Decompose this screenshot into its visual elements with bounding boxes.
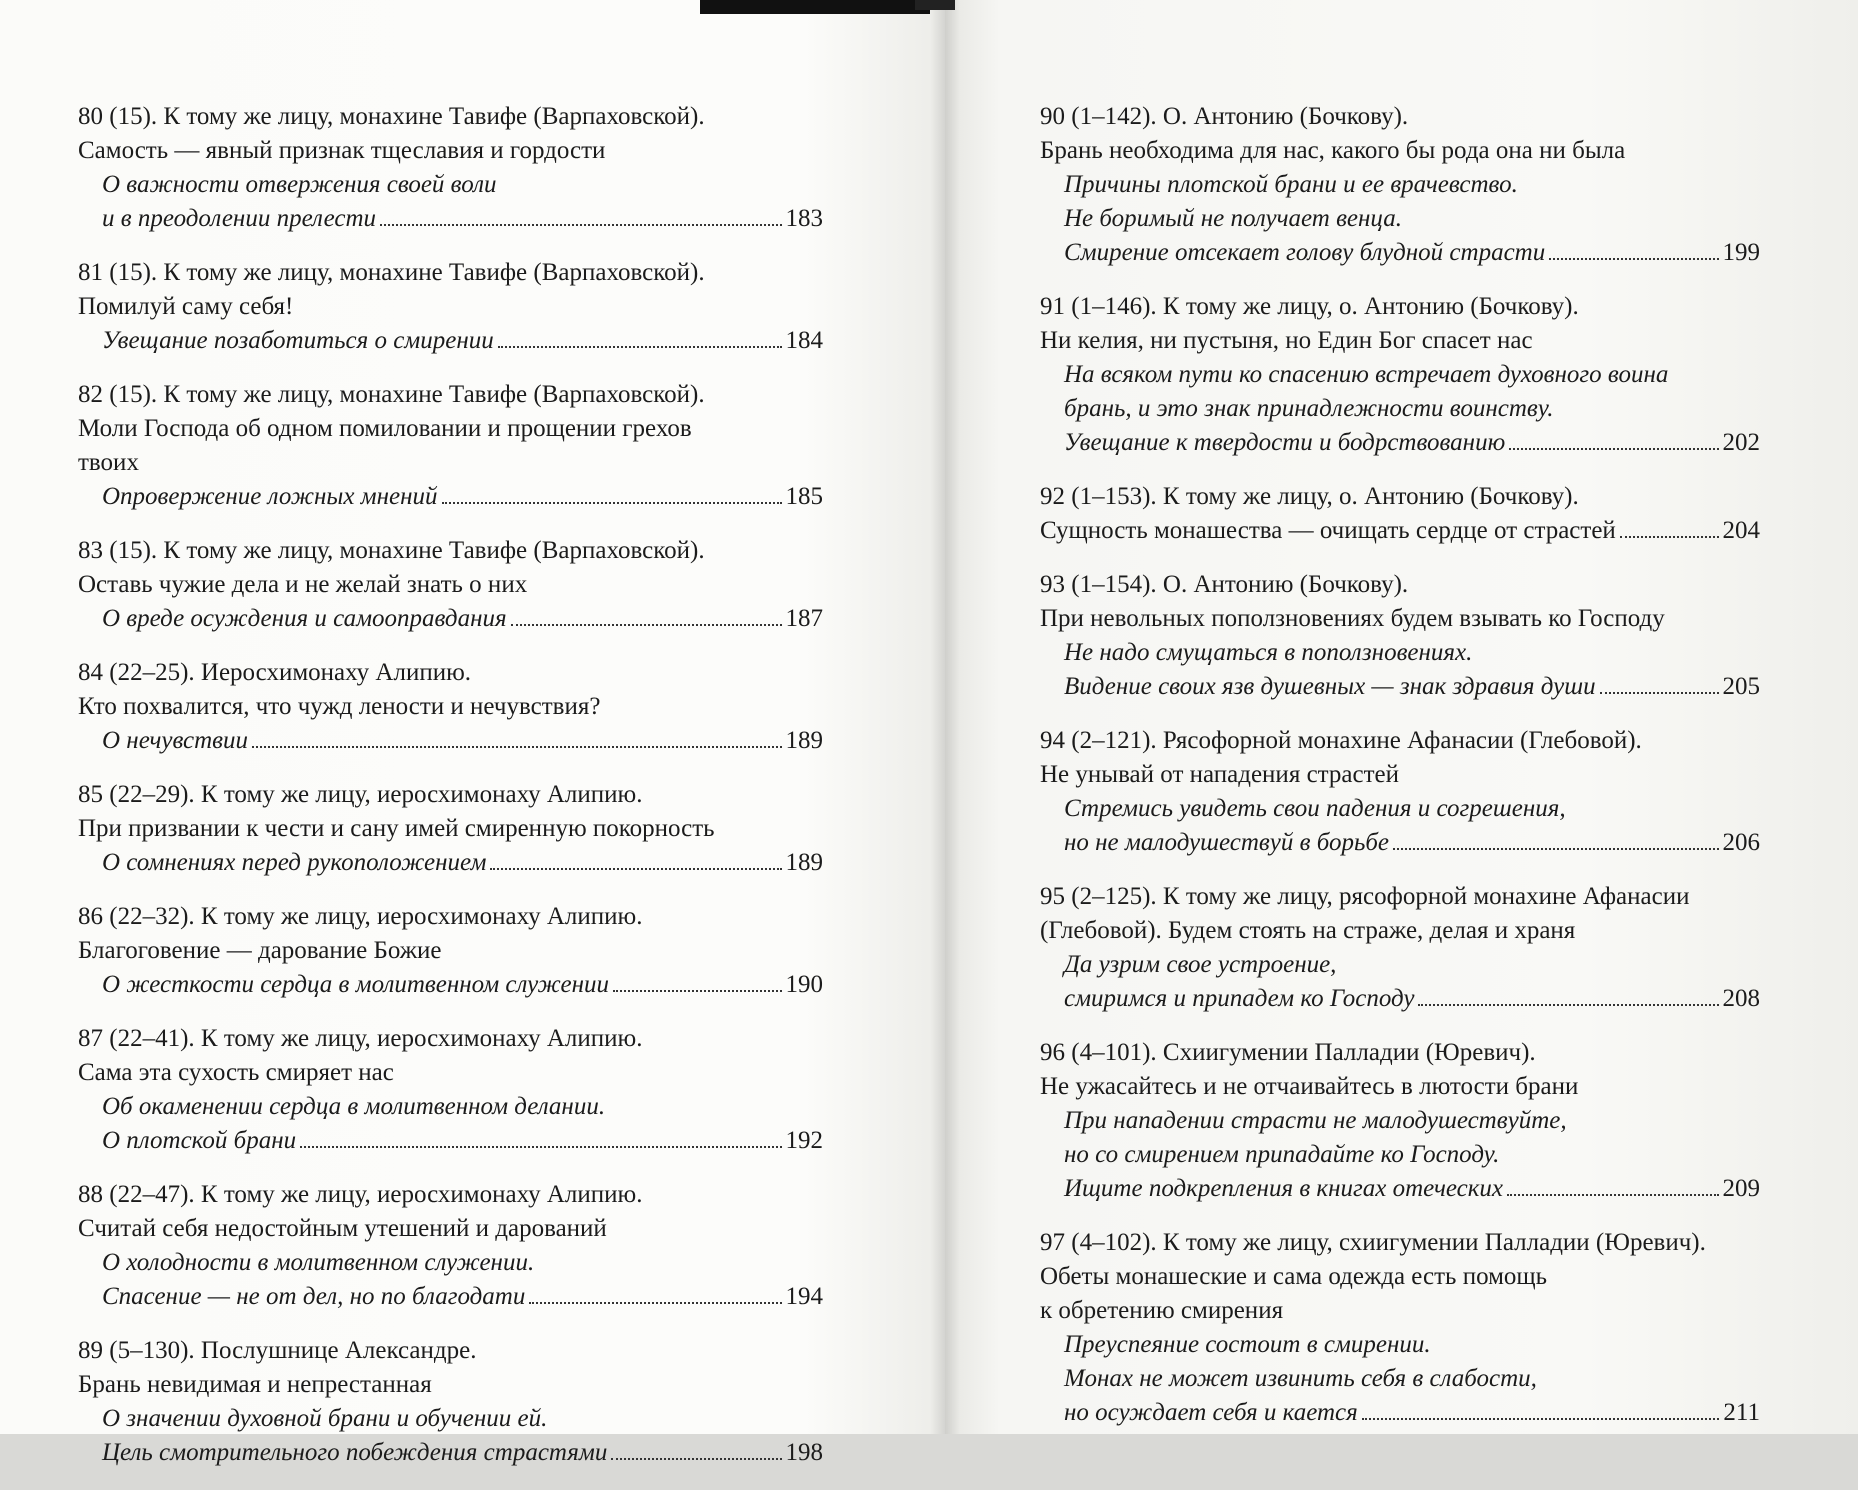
toc-entry xyxy=(1040,880,1760,1016)
entry-subtitle-line xyxy=(78,602,823,636)
entry-heading-line xyxy=(78,534,823,568)
binding-edge xyxy=(700,0,930,14)
entry-subtitle-line xyxy=(78,724,823,758)
entry-heading: 95 (2–125). К тому же лицу, рясофорной монахине Афанасии xyxy=(1040,883,1690,910)
entry-subtitle: смиримся и припадем ко Господу xyxy=(1064,985,1415,1012)
toc-entry xyxy=(78,100,823,236)
entry-subtitle: При нападении страсти не малодушествуйте, xyxy=(1064,1107,1567,1134)
dot-leader xyxy=(1362,1418,1720,1420)
entry-subtitle-line xyxy=(1040,1396,1760,1430)
right-page xyxy=(945,0,1858,1434)
entry-heading-line xyxy=(78,778,823,812)
entry-subtitle-line xyxy=(1040,1362,1760,1396)
entry-title: Кто похвалится, что чужд лености и нечувствия? xyxy=(78,693,601,720)
toc-entry xyxy=(78,900,823,1002)
entry-subtitle: О значении духовной брани и обучении ей. xyxy=(102,1405,548,1432)
toc-entry xyxy=(1040,290,1760,460)
toc-entry xyxy=(1040,568,1760,704)
toc-entry xyxy=(78,778,823,880)
entry-subtitle-line xyxy=(78,1402,823,1436)
page-number: 189 xyxy=(785,849,823,876)
entry-title-line xyxy=(78,290,823,324)
page-number: 190 xyxy=(785,971,823,998)
entry-subtitle-line xyxy=(1040,636,1760,670)
entry-subtitle-line xyxy=(1040,792,1760,826)
entry-subtitle: Увещание позаботиться о смирении xyxy=(102,327,494,354)
toc-entry xyxy=(78,656,823,758)
toc-entry xyxy=(78,256,823,358)
entry-title: к обретению смирения xyxy=(1040,1297,1284,1324)
entry-title-line xyxy=(78,446,823,480)
dot-leader xyxy=(613,990,782,992)
entry-title: Моли Господа об одном помиловании и прощении грехов xyxy=(78,415,692,442)
dot-leader xyxy=(252,746,781,748)
entry-title: (Глебовой). Будем стоять на страже, делая и храня xyxy=(1040,917,1576,944)
dot-leader xyxy=(1509,448,1718,450)
entry-subtitle: Увещание к твердости и бодрствованию xyxy=(1064,429,1506,456)
dot-leader xyxy=(498,346,782,348)
entry-title-line xyxy=(1040,914,1760,948)
entry-title-line xyxy=(1040,602,1760,636)
entry-subtitle-line xyxy=(1040,392,1760,426)
toc-entry xyxy=(1040,1036,1760,1206)
entry-heading: 83 (15). К тому же лицу, монахине Тавифе (Варпаховской). xyxy=(78,537,705,564)
entry-heading: 81 (15). К тому же лицу, монахине Тавифе (Варпаховской). xyxy=(78,259,705,286)
entry-heading: 90 (1–142). О. Антонию (Бочкову). xyxy=(1040,103,1409,130)
entry-subtitle-line xyxy=(78,324,823,358)
entry-title: Брань невидимая и непрестанная xyxy=(78,1371,432,1398)
entry-title: Не ужасайтесь и не отчаивайтесь в лютости брани xyxy=(1040,1073,1579,1100)
entry-title: Самость — явный признак тщеславия и гордости xyxy=(78,137,606,164)
entry-subtitle: но не малодушествуй в борьбе xyxy=(1064,829,1390,856)
toc-right xyxy=(1040,100,1760,1450)
entry-subtitle: Стремись увидеть свои падения и согрешения, xyxy=(1064,795,1566,822)
entry-title-line xyxy=(78,568,823,602)
toc-left xyxy=(78,100,823,1490)
entry-subtitle: На всяком пути ко спасению встречает духовного воина xyxy=(1064,361,1669,388)
entry-subtitle-line xyxy=(1040,168,1760,202)
toc-entry xyxy=(78,378,823,514)
entry-subtitle-line xyxy=(1040,948,1760,982)
entry-title-line xyxy=(78,1368,823,1402)
entry-heading-line xyxy=(1040,290,1760,324)
dot-leader xyxy=(442,502,782,504)
entry-title-line xyxy=(78,690,823,724)
dot-leader xyxy=(1393,848,1718,850)
entry-subtitle: О вреде осуждения и самооправдания xyxy=(102,605,507,632)
entry-heading-line xyxy=(1040,1036,1760,1070)
page-number: 206 xyxy=(1722,829,1760,856)
entry-heading-line xyxy=(1040,724,1760,758)
entry-subtitle-line xyxy=(78,1090,823,1124)
binding-edge-top xyxy=(915,0,955,10)
entry-title: Обеты монашеские и сама одежда есть помощь xyxy=(1040,1263,1548,1290)
toc-entry xyxy=(78,534,823,636)
entry-title: Помилуй саму себя! xyxy=(78,293,294,320)
entry-title-line xyxy=(78,134,823,168)
entry-title-line xyxy=(78,412,823,446)
entry-subtitle: Опровержение ложных мнений xyxy=(102,483,438,510)
entry-title: Ни келия, ни пустыня, но Един Бог спасет нас xyxy=(1040,327,1533,354)
page-number: 202 xyxy=(1722,429,1760,456)
entry-subtitle-line xyxy=(78,1246,823,1280)
entry-subtitle-line xyxy=(1040,1104,1760,1138)
entry-subtitle: Цель смотрительного побеждения страстями xyxy=(102,1439,608,1466)
entry-title: Благоговение — дарование Божие xyxy=(78,937,442,964)
entry-subtitle-line xyxy=(1040,358,1760,392)
page-number: 208 xyxy=(1722,985,1760,1012)
entry-heading: 97 (4–102). К тому же лицу, схиигумении Палладии (Юревич). xyxy=(1040,1229,1706,1256)
page-number: 209 xyxy=(1722,1175,1760,1202)
entry-heading-line xyxy=(1040,480,1760,514)
entry-subtitle: Об окаменении сердца в молитвенном делании. xyxy=(102,1093,606,1120)
entry-title-line xyxy=(1040,514,1760,548)
entry-title-line xyxy=(1040,1070,1760,1104)
toc-entry xyxy=(1040,100,1760,270)
entry-heading-line xyxy=(1040,568,1760,602)
entry-subtitle: О сомнениях перед рукоположением xyxy=(102,849,487,876)
dot-leader xyxy=(529,1302,781,1304)
entry-heading-line xyxy=(78,378,823,412)
page-gutter xyxy=(930,0,960,1434)
entry-subtitle: Ищите подкрепления в книгах отеческих xyxy=(1064,1175,1504,1202)
entry-heading: 86 (22–32). К тому же лицу, иеросхимонаху Алипию. xyxy=(78,903,643,930)
entry-subtitle: Спасение — не от дел, но по благодати xyxy=(102,1283,526,1310)
entry-title-line xyxy=(1040,134,1760,168)
entry-subtitle-line xyxy=(1040,426,1760,460)
entry-subtitle-line xyxy=(1040,236,1760,270)
entry-subtitle-line xyxy=(78,1124,823,1158)
dot-leader xyxy=(1418,1004,1718,1006)
entry-subtitle: Смирение отсекает голову блудной страсти xyxy=(1064,239,1546,266)
entry-heading-line xyxy=(78,900,823,934)
entry-title-line xyxy=(78,1212,823,1246)
entry-title: Брань необходима для нас, какого бы рода она ни была xyxy=(1040,137,1626,164)
entry-subtitle: О холодности в молитвенном служении. xyxy=(102,1249,535,1276)
entry-title-line xyxy=(78,1056,823,1090)
entry-heading: 82 (15). К тому же лицу, монахине Тавифе (Варпаховской). xyxy=(78,381,705,408)
entry-subtitle-line xyxy=(1040,1328,1760,1362)
entry-subtitle: Монах не может извинить себя в слабости, xyxy=(1064,1365,1537,1392)
entry-heading: 88 (22–47). К тому же лицу, иеросхимонаху Алипию. xyxy=(78,1181,643,1208)
toc-entry xyxy=(1040,480,1760,548)
dot-leader xyxy=(611,1458,781,1460)
dot-leader xyxy=(1620,536,1719,538)
entry-title: При призвании к чести и сану имей смиренную покорность xyxy=(78,815,715,842)
entry-subtitle: и в преодолении прелести xyxy=(102,205,376,232)
entry-subtitle-line xyxy=(78,1280,823,1314)
entry-title-line xyxy=(1040,1260,1760,1294)
entry-subtitle-line xyxy=(1040,202,1760,236)
page-number: 194 xyxy=(785,1283,823,1310)
entry-heading-line xyxy=(1040,1226,1760,1260)
entry-title: Не унывай от нападения страстей xyxy=(1040,761,1399,788)
entry-heading: 92 (1–153). К тому же лицу, о. Антонию (Бочкову). xyxy=(1040,483,1579,510)
entry-subtitle-line xyxy=(78,168,823,202)
entry-heading-line xyxy=(78,1022,823,1056)
entry-heading-line xyxy=(78,256,823,290)
entry-heading-line xyxy=(1040,100,1760,134)
entry-subtitle-line xyxy=(78,480,823,514)
entry-subtitle: Видение своих язв душевных — знак здравия души xyxy=(1064,673,1596,700)
entry-subtitle-line xyxy=(78,968,823,1002)
entry-heading: 96 (4–101). Схиигумении Палладии (Юревич). xyxy=(1040,1039,1536,1066)
entry-title-line xyxy=(1040,324,1760,358)
dot-leader xyxy=(511,624,782,626)
entry-title: Оставь чужие дела и не желай знать о них xyxy=(78,571,528,598)
dot-leader xyxy=(300,1146,781,1148)
entry-subtitle: Причины плотской брани и ее врачевство. xyxy=(1064,171,1518,198)
entry-subtitle: брань, и это знак принадлежности воинству. xyxy=(1064,395,1554,422)
dot-leader xyxy=(490,868,781,870)
toc-entry xyxy=(1040,1226,1760,1430)
entry-subtitle-line xyxy=(1040,1172,1760,1206)
dot-leader xyxy=(1507,1194,1718,1196)
entry-heading: 89 (5–130). Послушнице Александре. xyxy=(78,1337,477,1364)
page-number: 187 xyxy=(785,605,823,632)
entry-subtitle: но осуждает себя и кается xyxy=(1064,1399,1358,1426)
entry-subtitle-line xyxy=(78,1436,823,1470)
dot-leader xyxy=(1549,258,1718,260)
entry-subtitle-line xyxy=(1040,982,1760,1016)
entry-subtitle-line xyxy=(78,846,823,880)
entry-title: Считай себя недостойным утешений и дарований xyxy=(78,1215,607,1242)
entry-title-line xyxy=(1040,1294,1760,1328)
toc-entry xyxy=(78,1178,823,1314)
entry-title-line xyxy=(78,812,823,846)
entry-subtitle: О нечувствии xyxy=(102,727,249,754)
entry-heading-line xyxy=(78,100,823,134)
page-number: 192 xyxy=(785,1127,823,1154)
entry-subtitle-line xyxy=(1040,1138,1760,1172)
entry-subtitle: но со смирением припадайте ко Господу. xyxy=(1064,1141,1500,1168)
entry-heading: 84 (22–25). Иеросхимонаху Алипию. xyxy=(78,659,472,686)
page-number: 184 xyxy=(785,327,823,354)
toc-entry xyxy=(1040,724,1760,860)
entry-heading: 93 (1–154). О. Антонию (Бочкову). xyxy=(1040,571,1409,598)
entry-subtitle: Да узрим свое устроение, xyxy=(1064,951,1337,978)
page-number: 183 xyxy=(785,205,823,232)
toc-entry xyxy=(78,1022,823,1158)
entry-heading: 87 (22–41). К тому же лицу, иеросхимонаху Алипию. xyxy=(78,1025,643,1052)
entry-title: Сущность монашества — очищать сердце от страстей xyxy=(1040,517,1616,544)
entry-heading: 91 (1–146). К тому же лицу, о. Антонию (Бочкову). xyxy=(1040,293,1579,320)
page-number: 205 xyxy=(1722,673,1760,700)
entry-heading-line xyxy=(78,1178,823,1212)
entry-subtitle-line xyxy=(1040,670,1760,704)
dot-leader xyxy=(380,224,782,226)
entry-heading-line xyxy=(78,1334,823,1368)
page-number: 198 xyxy=(785,1439,823,1466)
entry-subtitle: О плотской брани xyxy=(102,1127,297,1154)
entry-subtitle: О важности отвержения своей воли xyxy=(102,171,497,198)
page-number: 199 xyxy=(1722,239,1760,266)
entry-title: Сама эта сухость смиряет нас xyxy=(78,1059,394,1086)
entry-subtitle-line xyxy=(78,202,823,236)
entry-title-line xyxy=(1040,758,1760,792)
toc-entry xyxy=(78,1334,823,1470)
entry-subtitle: Преуспеяние состоит в смирении. xyxy=(1064,1331,1431,1358)
entry-subtitle: Не боримый не получает венца. xyxy=(1064,205,1402,232)
entry-subtitle: О жесткости сердца в молитвенном служении xyxy=(102,971,609,998)
entry-heading: 94 (2–121). Рясофорной монахине Афанасии (Глебовой). xyxy=(1040,727,1642,754)
page-number: 211 xyxy=(1723,1399,1760,1426)
entry-title-line xyxy=(78,934,823,968)
entry-title: твоих xyxy=(78,449,139,476)
entry-heading-line xyxy=(78,656,823,690)
entry-heading-line xyxy=(1040,880,1760,914)
entry-heading: 85 (22–29). К тому же лицу, иеросхимонаху Алипию. xyxy=(78,781,643,808)
page-number: 204 xyxy=(1722,517,1760,544)
page-number: 189 xyxy=(785,727,823,754)
entry-heading: 80 (15). К тому же лицу, монахине Тавифе (Варпаховской). xyxy=(78,103,705,130)
dot-leader xyxy=(1600,692,1719,694)
page-number: 185 xyxy=(785,483,823,510)
entry-subtitle-line xyxy=(1040,826,1760,860)
entry-subtitle: Не надо смущаться в поползновениях. xyxy=(1064,639,1473,666)
entry-title: При невольных поползновениях будем взывать ко Господу xyxy=(1040,605,1665,632)
